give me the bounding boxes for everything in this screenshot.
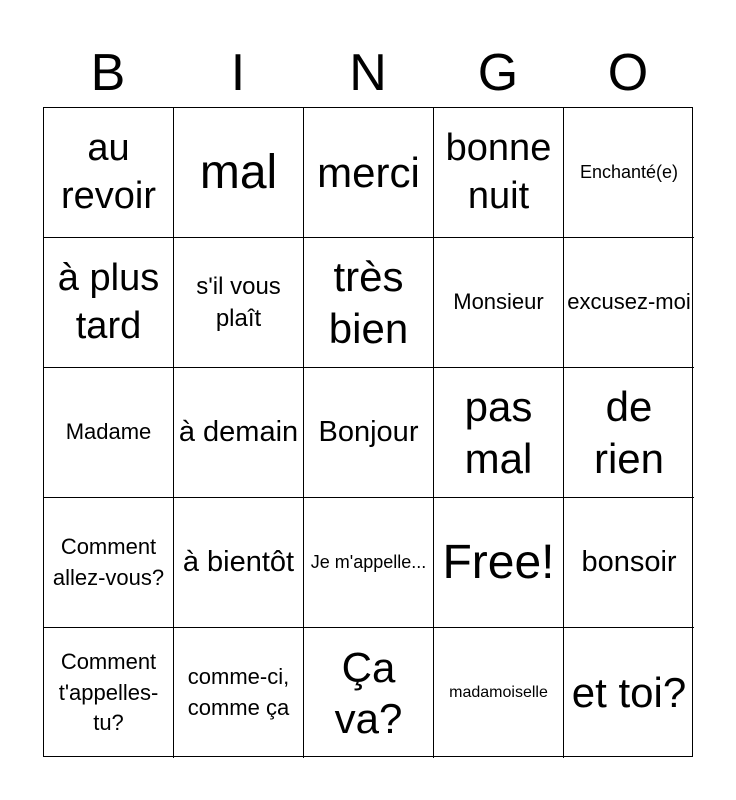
bingo-cell[interactable] bbox=[434, 628, 564, 758]
bingo-cell-text: à plus tard bbox=[57, 257, 160, 347]
bingo-cell-text: mal bbox=[199, 145, 278, 199]
bingo-cell-text: Je m'appelle... bbox=[310, 552, 427, 573]
bingo-cell-text: Ça va? bbox=[334, 643, 403, 742]
header-letter-n: N bbox=[349, 44, 387, 102]
bingo-cell[interactable] bbox=[434, 368, 564, 498]
bingo-card-grid bbox=[43, 107, 693, 757]
bingo-cell-text: bonne nuit bbox=[445, 127, 552, 217]
bingo-cell[interactable] bbox=[44, 238, 174, 368]
bingo-cell-text: de rien bbox=[593, 383, 665, 482]
bingo-cell[interactable] bbox=[304, 498, 434, 628]
bingo-cell[interactable] bbox=[44, 628, 174, 758]
bingo-cell-text: à demain bbox=[178, 416, 299, 449]
header-letter-o: O bbox=[607, 44, 649, 102]
bingo-cell[interactable] bbox=[304, 238, 434, 368]
bingo-cell[interactable] bbox=[564, 108, 694, 238]
bingo-cell-text: bonsoir bbox=[581, 546, 677, 579]
bingo-cell[interactable] bbox=[434, 108, 564, 238]
bingo-cell-text: Enchanté(e) bbox=[579, 162, 679, 183]
bingo-cell-text: Comment t'appelles-tu? bbox=[58, 648, 159, 736]
bingo-cell[interactable] bbox=[174, 238, 304, 368]
bingo-cell[interactable] bbox=[44, 368, 174, 498]
bingo-cell[interactable] bbox=[174, 498, 304, 628]
bingo-cell-text: s'il vous plaît bbox=[196, 273, 281, 332]
bingo-cell-text: comme-ci, comme ça bbox=[187, 664, 290, 720]
bingo-cell-text: Monsieur bbox=[453, 289, 544, 315]
bingo-cell[interactable] bbox=[44, 498, 174, 628]
bingo-cell[interactable] bbox=[174, 368, 304, 498]
bingo-cell-text: madamoiselle bbox=[449, 684, 548, 702]
header-letter-b: B bbox=[90, 44, 126, 102]
bingo-cell-text: Free! bbox=[442, 535, 555, 589]
bingo-cell-text: à bientôt bbox=[182, 546, 295, 579]
header-letter-g: G bbox=[477, 44, 519, 102]
bingo-cell-text: Bonjour bbox=[318, 416, 419, 449]
bingo-cell-text: Comment allez-vous? bbox=[52, 533, 165, 590]
bingo-cell-text: excusez-moi bbox=[567, 289, 691, 315]
bingo-cell[interactable] bbox=[304, 368, 434, 498]
bingo-cell-text: merci bbox=[317, 148, 420, 196]
bingo-cell[interactable] bbox=[434, 498, 564, 628]
bingo-cell[interactable] bbox=[564, 628, 694, 758]
bingo-cell[interactable] bbox=[564, 368, 694, 498]
bingo-cell-text: pas mal bbox=[464, 383, 533, 482]
bingo-cell-text: très bien bbox=[328, 253, 409, 352]
bingo-cell-text: au revoir bbox=[60, 127, 157, 217]
bingo-header bbox=[43, 40, 693, 107]
bingo-cell-text: et toi? bbox=[571, 669, 687, 717]
bingo-cell[interactable] bbox=[174, 628, 304, 758]
bingo-cell[interactable] bbox=[44, 108, 174, 238]
bingo-cell-text: Madame bbox=[65, 419, 152, 445]
bingo-cell[interactable] bbox=[564, 498, 694, 628]
bingo-cell[interactable] bbox=[304, 628, 434, 758]
bingo-cell[interactable] bbox=[434, 238, 564, 368]
bingo-cell[interactable] bbox=[564, 238, 694, 368]
bingo-cell[interactable] bbox=[304, 108, 434, 238]
header-letter-i: I bbox=[230, 44, 246, 102]
bingo-cell[interactable] bbox=[174, 108, 304, 238]
